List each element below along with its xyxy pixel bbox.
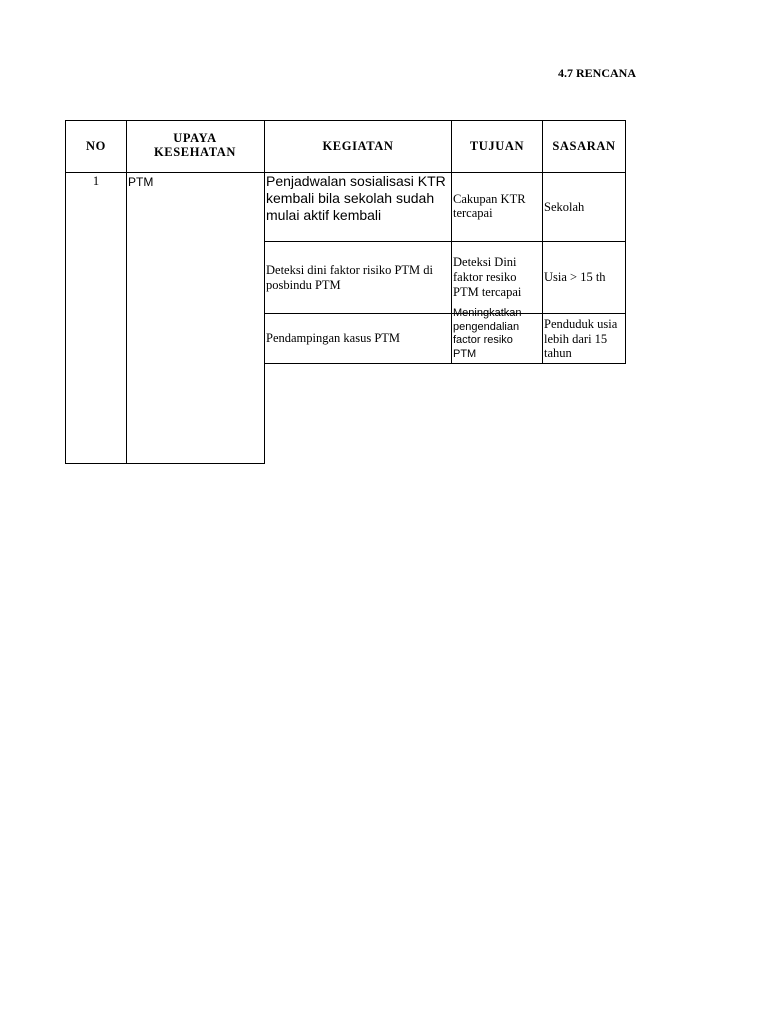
- section-title: 4.7 RENCANA: [558, 66, 636, 80]
- cell-no: 1: [92, 174, 100, 188]
- cell-sasaran-1: Sekolah: [544, 200, 585, 214]
- cell-sasaran-3: Penduduk usia lebih dari 15 tahun: [544, 317, 618, 360]
- header-kegiatan: KEGIATAN: [322, 139, 394, 153]
- row-separator-2: [264, 313, 626, 314]
- header-upaya-kesehatan: UPAYA KESEHATAN: [153, 131, 237, 159]
- cell-kegiatan-2: Deteksi dini faktor risiko PTM di posbindu PTM: [266, 263, 433, 292]
- cell-tujuan-2: Deteksi Dini faktor resiko PTM tercapai: [453, 255, 522, 299]
- cell-tujuan-3-clip: [452, 307, 541, 363]
- table-border-right: [625, 120, 626, 364]
- table-divider-tujuan: [542, 120, 543, 364]
- cell-kegiatan-1: Penjadwalan sosialisasi KTR kembali bila sekolah sudah mulai aktif kembali: [266, 173, 446, 223]
- header-tujuan: TUJUAN: [469, 139, 525, 153]
- cell-kegiatan-3: Pendampingan kasus PTM: [266, 331, 401, 345]
- row-separator-1: [264, 241, 626, 242]
- header-sasaran: SASARAN: [552, 139, 616, 153]
- cell-tujuan-1: Cakupan KTR tercapai: [453, 192, 526, 220]
- table-border-top: [65, 120, 626, 121]
- cell-tujuan-3: Meningkatkan pengendalian factor resiko PTM: [453, 307, 522, 360]
- row-separator-3: [264, 363, 626, 364]
- cell-upaya-kesehatan: PTM: [128, 175, 154, 189]
- cell-sasaran-2: Usia > 15 th: [544, 270, 606, 284]
- table-border-bottom: [65, 463, 265, 464]
- header-no: NO: [86, 139, 106, 153]
